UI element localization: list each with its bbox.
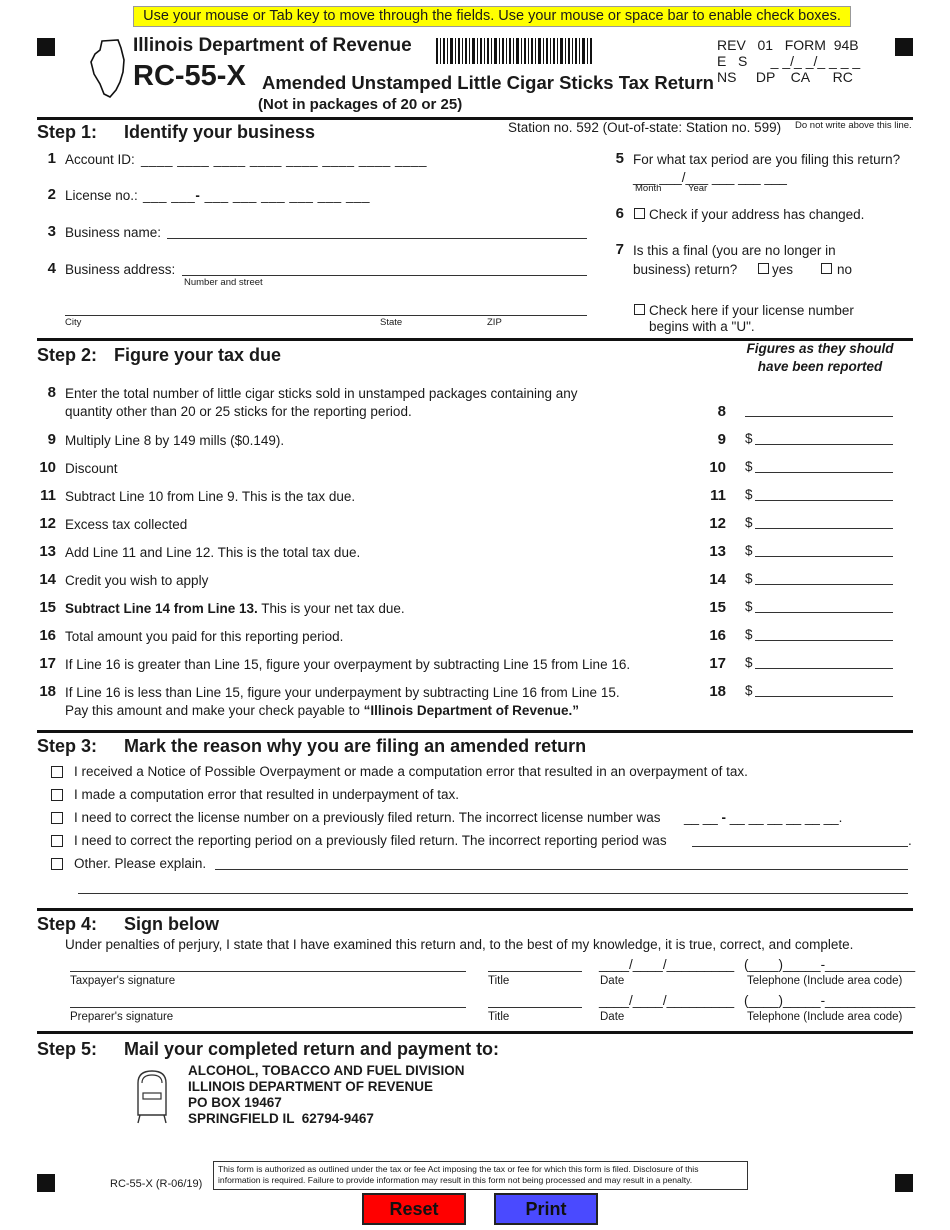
line-4-number: 4 (47, 260, 56, 277)
line-11-number: 11 (40, 487, 56, 504)
step4-title: Sign below (124, 914, 220, 934)
reason-period-checkbox[interactable] (51, 835, 63, 847)
agency-name: Illinois Department of Revenue (133, 35, 412, 56)
step1-label: Step 1: (37, 122, 98, 142)
line-15-amount-field[interactable] (755, 612, 893, 613)
step5-label: Step 5: (37, 1039, 98, 1059)
month-caption: Month (635, 183, 662, 194)
perjury-statement: Under penalties of perjury, I state that I have examined this return and, to the best of my knowledge, it is true, correct, and complete. (65, 937, 854, 952)
line-10-dollar-sign: $ (745, 459, 753, 474)
other-explanation-field[interactable] (215, 869, 908, 870)
line-16-amount-field[interactable] (755, 640, 893, 641)
line-13-dollar-sign: $ (745, 543, 753, 558)
line-12-dollar-sign: $ (745, 515, 753, 530)
business-name-label: Business name: (65, 225, 162, 240)
taxpayer-phone-field[interactable]: (____)_____-____________ (744, 957, 916, 972)
line-11-label: Subtract Line 10 from Line 9. This is the tax due. (65, 489, 356, 504)
license-number-field[interactable]: ___ ___- ___ ___ ___ ___ ___ ___ (143, 188, 370, 203)
line-13-amount-field[interactable] (755, 556, 893, 557)
reason-license-checkbox[interactable] (51, 812, 63, 824)
account-id-field[interactable]: ____ ____ ____ ____ ____ ____ ____ ____ (141, 152, 428, 167)
reason-other-label: Other. Please explain. (74, 856, 207, 871)
address-changed-label: Check if your address has changed. (649, 207, 865, 222)
license-u-checkbox[interactable] (634, 304, 645, 315)
line-16-right-number: 16 (709, 627, 726, 644)
line-9-label: Multiply Line 8 by 149 mills ($0.149). (65, 433, 285, 448)
line-13-number: 13 (39, 543, 56, 560)
preparer-date-caption: Date (600, 1011, 625, 1023)
city-caption: City (65, 317, 82, 328)
do-not-write-note: Do not write above this line. (795, 120, 912, 131)
reset-button[interactable]: Reset (362, 1193, 466, 1225)
barcode (436, 38, 592, 64)
line-9-dollar-sign: $ (745, 431, 753, 446)
taxpayer-signature-caption: Taxpayer's signature (70, 975, 176, 987)
final-no-label: no (837, 262, 853, 277)
station-number: Station no. 592 (Out-of-state: Station no. 599) (508, 120, 782, 135)
line-11-dollar-sign: $ (745, 487, 753, 502)
line-17-dollar-sign: $ (745, 655, 753, 670)
street-caption: Number and street (184, 277, 263, 288)
preparer-phone-caption: Telephone (Include area code) (747, 1011, 903, 1023)
preparer-title-caption: Title (488, 1011, 510, 1023)
line-15-number: 15 (39, 599, 56, 616)
divider (37, 1031, 913, 1034)
line-3-number: 3 (47, 223, 56, 240)
form-revision: RC-55-X (R-06/19) (110, 1178, 203, 1190)
disclosure-text-1: This form is authorized as outlined under the tax or fee Act imposing the tax or fee for which this form is filed. Disclosure of this (218, 1164, 699, 1174)
license-number-label: License no.: (65, 188, 138, 203)
line-12-number: 12 (39, 515, 56, 532)
final-yes-label: yes (772, 262, 794, 277)
line-14-dollar-sign: $ (745, 571, 753, 586)
year-caption: Year (688, 183, 708, 194)
registration-mark-bottom-right (895, 1174, 913, 1192)
figures-note-2: have been reported (757, 359, 883, 374)
line-11-right-number: 11 (710, 487, 726, 504)
preparer-signature-caption: Preparer's signature (70, 1011, 174, 1023)
business-address-label: Business address: (65, 262, 176, 277)
business-name-field[interactable] (167, 238, 587, 239)
preparer-date-field[interactable]: ____/____/_________ (599, 993, 735, 1008)
mail-address-line-2: ILLINOIS DEPARTMENT OF REVENUE (188, 1079, 434, 1094)
line-8-label: Enter the total number of little cigar sticks sold in unstamped packages containing any (65, 386, 578, 401)
step5-title: Mail your completed return and payment to: (124, 1039, 500, 1059)
line-17-label: If Line 16 is greater than Line 15, figure your overpayment by subtracting Line 15 from Line 16. (65, 657, 631, 672)
disclosure-text-2: information is required. Failure to provide information may result in this form not being processed and may result in a penalty. (218, 1175, 693, 1185)
tax-period-label: For what tax period are you filing this return? (633, 152, 901, 167)
registration-mark-top-left (37, 38, 55, 56)
office-use-line-2: E S _ _/_ _/_ _ _ _ (717, 53, 861, 69)
line-5-number: 5 (615, 150, 624, 167)
line-17-right-number: 17 (709, 655, 726, 672)
reason-underpayment-label: I made a computation error that resulted in underpayment of tax. (74, 787, 459, 802)
reason-overpayment-label: I received a Notice of Possible Overpayment or made a computation error that resulted in an overpayment of tax. (74, 764, 748, 779)
tax-period-field[interactable]: ___ ___/___ ___ ___ ___ (633, 170, 787, 185)
form-title: Amended Unstamped Little Cigar Sticks Tax Return (262, 72, 714, 93)
preparer-phone-field[interactable]: (____)_____-____________ (744, 993, 916, 1008)
line-12-right-number: 12 (709, 515, 726, 532)
divider (37, 117, 913, 120)
final-return-label-2: business) return? (633, 262, 738, 277)
line-17-number: 17 (39, 655, 56, 672)
line-15-label-rest: This is your net tax due. (257, 601, 405, 616)
line-18-amount-field[interactable] (755, 696, 893, 697)
line-8-label-2-text: quantity other than 20 or 25 sticks for the reporting period. (65, 404, 412, 419)
final-yes-checkbox[interactable] (758, 263, 769, 274)
line-18-right-number: 18 (709, 683, 726, 700)
step2-title: Figure your tax due (114, 345, 282, 365)
office-use-line-1: REV 01 FORM 94B (717, 37, 859, 53)
instruction-banner: Use your mouse or Tab key to move through the fields. Use your mouse or space bar to enable check boxes. (133, 6, 851, 27)
final-no-checkbox[interactable] (821, 263, 832, 274)
taxpayer-date-field[interactable]: ____/____/_________ (599, 957, 735, 972)
line-17-amount-field[interactable] (755, 668, 893, 669)
line-13-label: Add Line 11 and Line 12. This is the total tax due. (65, 545, 361, 560)
line-14-amount-field[interactable] (755, 584, 893, 585)
line-14-label: Credit you wish to apply (65, 573, 209, 588)
form-subtitle: (Not in packages of 20 or 25) (258, 96, 463, 113)
disclosure-box (213, 1161, 748, 1190)
registration-mark-top-right (895, 38, 913, 56)
step3-label: Step 3: (37, 736, 98, 756)
line-18-label-2-text: Pay this amount and make your check payable to (65, 703, 364, 718)
office-use-line-3: NS DP CA RC (717, 69, 853, 85)
line-2-number: 2 (47, 186, 56, 203)
line-16-label: Total amount you paid for this reporting period. (65, 629, 344, 644)
form-code: RC-55-X (133, 60, 246, 92)
reason-overpayment-checkbox[interactable] (51, 766, 63, 778)
line-16-number: 16 (39, 627, 56, 644)
license-u-label-2: begins with a "U". (649, 319, 755, 334)
line-15-dollar-sign: $ (745, 599, 753, 614)
reason-other-checkbox[interactable] (51, 858, 63, 870)
step3-title: Mark the reason why you are filing an amended return (124, 736, 587, 756)
line-12-label: Excess tax collected (65, 517, 188, 532)
final-return-label: Is this a final (you are no longer in (633, 243, 836, 258)
line-14-number: 14 (39, 571, 56, 588)
line-10-right-number: 10 (709, 459, 726, 476)
print-button[interactable]: Print (494, 1193, 598, 1225)
payee-name: “Illinois Department of Revenue.” (363, 703, 579, 718)
address-changed-checkbox[interactable] (634, 208, 645, 219)
account-id-label: Account ID: (65, 152, 135, 167)
line-8-amount-field[interactable] (745, 416, 893, 417)
line-18-dollar-sign: $ (745, 683, 753, 698)
line-9-amount-field[interactable] (755, 444, 893, 445)
line-18-label: If Line 16 is less than Line 15, figure your underpayment by subtracting Line 16 from Line 15. (65, 685, 620, 700)
line-15-label-bold: Subtract Line 14 from Line 13. (65, 601, 258, 616)
mailbox-icon (134, 1069, 172, 1125)
line-13-right-number: 13 (709, 543, 726, 560)
line-14-right-number: 14 (709, 571, 726, 588)
line-7-number: 7 (615, 241, 624, 258)
line-16-dollar-sign: $ (745, 627, 753, 642)
line-1-number: 1 (47, 150, 56, 167)
step2-label: Step 2: (37, 345, 98, 365)
line-9-right-number: 9 (717, 431, 726, 448)
line-12-amount-field[interactable] (755, 528, 893, 529)
step4-label: Step 4: (37, 914, 98, 934)
figures-note: Figures as they should (746, 341, 894, 356)
taxpayer-date-caption: Date (600, 975, 625, 987)
mail-address-line-3: PO BOX 19467 (188, 1095, 282, 1110)
step1-title: Identify your business (124, 122, 316, 142)
incorrect-license-field[interactable]: __ __ - __ __ __ __ __ __. (684, 810, 843, 825)
line-9-number: 9 (47, 431, 56, 448)
line-8-right-number: 8 (717, 403, 726, 420)
divider (37, 730, 913, 733)
taxpayer-phone-caption: Telephone (Include area code) (747, 975, 903, 987)
divider (37, 908, 913, 911)
line-18-number: 18 (39, 683, 56, 700)
other-explanation-field-2[interactable] (78, 893, 908, 894)
incorrect-period-field[interactable] (692, 846, 908, 847)
state-caption: State (380, 317, 403, 328)
line-10-number: 10 (39, 459, 56, 476)
reason-period-label: I need to correct the reporting period on a previously filed return. The incorrect reporting period was (74, 833, 667, 848)
reason-license-label: I need to correct the license number on a previously filed return. The incorrect license number was (74, 810, 661, 825)
street-address-field[interactable] (182, 275, 587, 276)
line-15-label (65, 599, 405, 618)
line-8-number: 8 (47, 384, 56, 401)
line-18-label-2 (65, 701, 579, 720)
line-15-right-number: 15 (709, 599, 726, 616)
line-6-number: 6 (615, 205, 624, 222)
city-state-zip-field[interactable] (65, 315, 587, 316)
registration-mark-bottom-left (37, 1174, 55, 1192)
period-end-mark: . (908, 833, 912, 848)
reason-underpayment-checkbox[interactable] (51, 789, 63, 801)
mail-address-line-4: SPRINGFIELD IL 62794-9467 (188, 1111, 374, 1126)
taxpayer-title-caption: Title (488, 975, 510, 987)
line-8-label-2 (65, 402, 412, 421)
line-11-amount-field[interactable] (755, 500, 893, 501)
license-u-label: Check here if your license number (649, 303, 854, 318)
line-10-amount-field[interactable] (755, 472, 893, 473)
illinois-map-icon (88, 38, 130, 100)
line-10-label: Discount (65, 461, 118, 476)
mail-address-line-1: ALCOHOL, TOBACCO AND FUEL DIVISION (188, 1063, 465, 1078)
zip-caption: ZIP (487, 317, 502, 328)
